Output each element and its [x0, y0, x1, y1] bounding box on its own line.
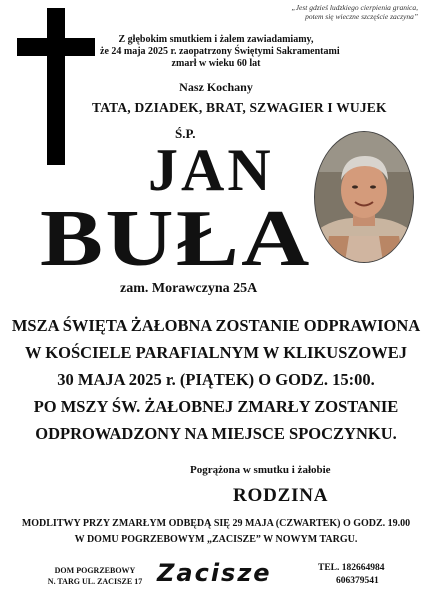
motto-line-2: potem się wieczne szczęście zaczyna” — [305, 12, 418, 21]
mass-line-4: PO MSZY ŚW. ŻAŁOBNEJ ZMARŁY ZOSTANIE — [33, 397, 399, 416]
funeral-home-street: N. TARG UL. ZACISZE 17 — [47, 577, 143, 586]
intro-line-3: zmarł w wieku 60 lat — [171, 58, 261, 69]
announcement-intro — [100, 34, 340, 70]
mass-line-1: MSZA ŚWIĘTA ŻAŁOBNA ZOSTANIE ODPRAWIONA — [11, 316, 421, 335]
last-name: BUŁA — [40, 195, 312, 283]
beloved-label: Nasz Kochany — [179, 80, 253, 94]
sp-abbreviation: Ś.P. — [175, 126, 196, 141]
funeral-home-address — [40, 565, 150, 587]
funeral-home-name: DOM POGRZEBOWY — [54, 566, 136, 575]
prayers-line-2: W DOMU POGRZEBOWYM „ZACISZE” W NOWYM TARGU. — [74, 534, 358, 545]
intro-line-2: że 24 maja 2025 r. zaopatrzony Świętymi Sakramentami — [100, 46, 340, 57]
motto-line-1: „Jest gdzieś ludzkiego cierpienia granica, — [291, 3, 418, 12]
mass-line-5: ODPROWADZONY NA MIEJSCE SPOCZYNKU. — [35, 424, 397, 443]
mass-announcement — [10, 312, 422, 447]
mass-line-3: 30 MAJA 2025 r. (PIĄTEK) O GODZ. 15:00. — [57, 370, 375, 389]
cross-icon — [47, 8, 65, 165]
family-signature: RODZINA — [233, 485, 329, 506]
address-line: zam. Morawczyna 25A — [120, 281, 258, 296]
zacisze-logo: Zacisze — [157, 559, 272, 587]
first-name: JAN — [148, 137, 274, 203]
grief-line: Pogrążona w smutku i żałobie — [190, 464, 331, 476]
portrait-photo — [314, 131, 414, 263]
cross-icon-bar — [17, 38, 95, 56]
phone-line-2: 606379541 — [336, 576, 379, 586]
prayers-line-1: MODLITWY PRZY ZMARŁYM ODBĘDĄ SIĘ 29 MAJA (CZWARTEK) O GODZ. 19.00 — [21, 518, 411, 529]
phone-line-1: TEL. 182664984 — [318, 563, 385, 573]
mass-line-2: W KOŚCIELE PARAFIALNYM W KLIKUSZOWEJ — [24, 343, 407, 362]
funeral-home-phone — [318, 562, 385, 588]
relations-line: TATA, DZIADEK, BRAT, SZWAGIER I WUJEK — [92, 100, 387, 115]
prayers-announcement — [4, 516, 428, 548]
portrait-image — [315, 132, 413, 262]
intro-line-1: Z głębokim smutkiem i żalem zawiadamiamy, — [118, 34, 314, 45]
motto-quote — [268, 3, 418, 21]
